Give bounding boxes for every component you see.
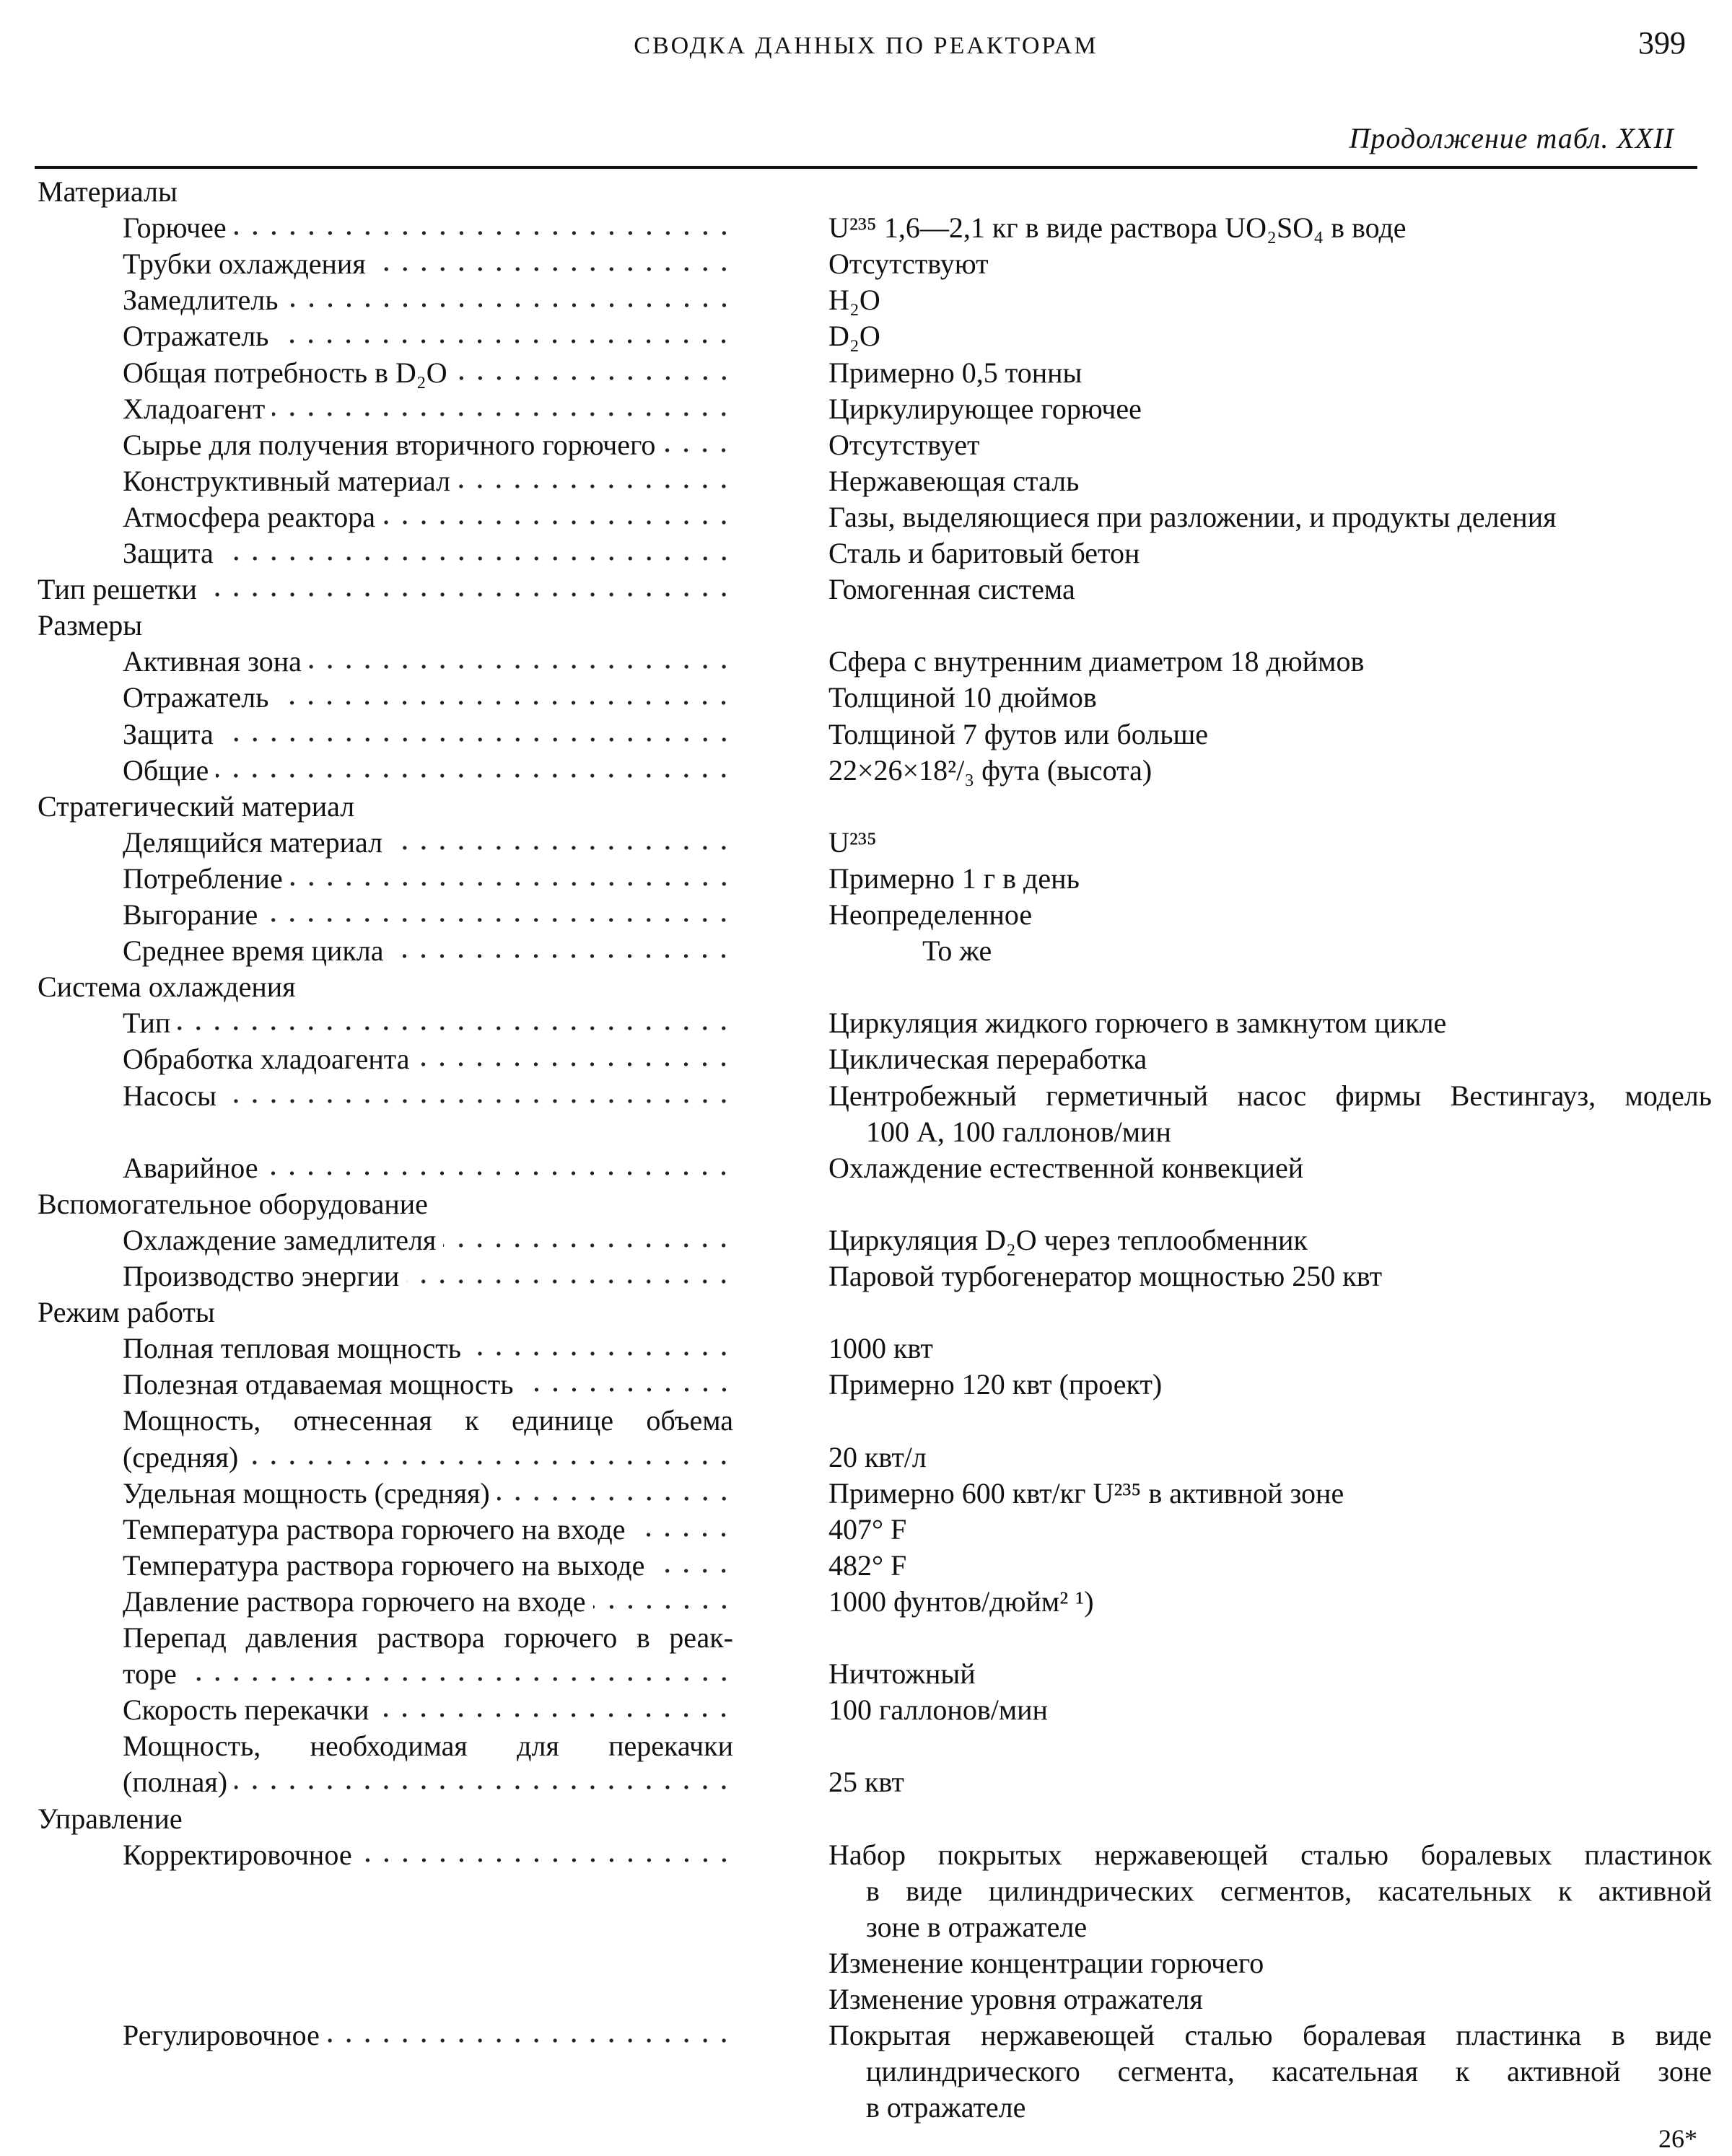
row-value: 25 квт: [828, 1766, 904, 1799]
row-label: [123, 1548, 733, 1583]
row-label-text: Регулировочное: [123, 2019, 320, 2052]
section-heading: [38, 1295, 687, 1330]
row-label-text: Мощность, отнесенная к единице объема: [123, 1404, 733, 1437]
dot-leader: [245, 1459, 733, 1466]
dot-leader: [376, 1712, 733, 1719]
row-label-text: Потребление: [123, 862, 283, 895]
row-value: 407° F: [828, 1512, 907, 1546]
row-label-text: Насосы: [123, 1079, 217, 1112]
row-label-text: Стратегический материал: [38, 789, 355, 823]
row-value: 1000 фунтов/дюйм² ¹): [828, 1585, 1094, 1618]
dot-leader: [373, 266, 733, 273]
row-value: Неопределенное: [828, 898, 1033, 931]
row-value: 100 А, 100 галлонов/мин: [866, 1115, 1171, 1148]
row-value: Покрытая нержавеющей сталью боралевая пластинка в виде: [828, 2019, 1712, 2052]
row-label: [123, 1693, 733, 1727]
row-label: [123, 1259, 733, 1294]
row-label: [123, 1765, 733, 1800]
row-label: [123, 1512, 733, 1547]
dot-leader: [178, 1025, 733, 1032]
row-value: Отсутствуют: [828, 247, 989, 281]
dot-leader: [593, 1603, 733, 1611]
dot-leader: [204, 591, 733, 598]
section-heading: [38, 970, 687, 1004]
row-label-text: Конструктивный материал: [123, 464, 451, 497]
row-label-text: Обработка хладоагента: [123, 1043, 410, 1076]
dot-leader: [276, 699, 733, 706]
row-value: 20 квт/л: [828, 1440, 927, 1473]
row-value: Охлаждение естественной конвекцией: [828, 1151, 1304, 1184]
row-value: Циркулирующее горючее: [828, 392, 1142, 425]
row-label-text: Температура раствора горючего на выходе: [123, 1548, 645, 1582]
row-label: [123, 1042, 733, 1077]
row-label: [123, 356, 733, 390]
row-value: Ничтожный: [828, 1657, 976, 1691]
row-value: U²³⁵ 1,6—2,1 кг в виде раствора UO₂SO₄ в воде: [828, 211, 1407, 245]
row-label: [123, 717, 733, 752]
row-value: Циклическая переработка: [828, 1043, 1147, 1076]
row-value: в отражателе: [866, 2091, 1026, 2124]
row-label-text: Аварийное: [123, 1151, 258, 1184]
row-label-text: Делящийся материал: [123, 825, 383, 859]
dot-leader: [235, 1784, 733, 1791]
row-label: [123, 1403, 733, 1438]
row-value: Паровой турбогенератор мощностью 250 квт: [828, 1260, 1383, 1292]
dot-leader: [521, 1386, 733, 1393]
dot-leader: [468, 1350, 733, 1357]
dot-leader: [265, 916, 733, 924]
row-value: Циркуляция жидкого горючего в замкнутом цикле: [828, 1007, 1447, 1040]
section-heading: [38, 572, 733, 607]
row-label-text: Среднее время цикла: [123, 934, 384, 968]
dot-leader: [184, 1675, 733, 1683]
row-label-text: торе: [123, 1657, 177, 1691]
row-value: Сталь и баритовый бетон: [828, 537, 1140, 569]
row-label: [123, 825, 733, 860]
row-value: Нержавеющая сталь: [828, 464, 1080, 497]
row-value: цилиндрического сегмента, касательная к активной зоне: [866, 2055, 1712, 2088]
dot-leader: [221, 555, 733, 562]
row-label-text: Управление: [38, 1802, 183, 1835]
row-label-text: Удельная мощность (средняя): [123, 1476, 490, 1509]
dot-leader: [652, 1567, 733, 1574]
row-label-text: Вспомогательное оборудование: [38, 1187, 428, 1220]
row-label: [123, 1223, 733, 1258]
row-value: Примерно 0,5 тонны: [828, 356, 1082, 389]
row-value: U²³⁵: [828, 825, 877, 859]
dot-leader: [416, 1061, 733, 1068]
row-label-text: Полезная отдаваемая мощность: [123, 1368, 514, 1401]
row-value: 22×26×18²/₃ фута (высота): [828, 753, 1153, 786]
row-label: [123, 1331, 733, 1366]
row-label: [123, 644, 733, 679]
table-continuation-caption: Продолжение табл. XXII: [1349, 122, 1674, 154]
row-value: D₂O: [828, 320, 880, 353]
row-label: [123, 464, 733, 499]
dot-leader: [455, 374, 733, 382]
row-label-text: Трубки охлаждения: [123, 247, 366, 281]
row-label-text: Горючее: [123, 211, 227, 245]
row-label-text: Хладоагент: [123, 392, 266, 425]
dot-leader: [327, 2037, 733, 2044]
table-top-rule: [35, 166, 1697, 169]
signature-mark: 26*: [1658, 2124, 1697, 2153]
section-heading: [38, 789, 687, 824]
row-label-text: Скорость перекачки: [123, 1693, 369, 1727]
row-label-text: Атмосфера реактора: [123, 500, 375, 533]
row-label: [123, 536, 733, 571]
dot-leader: [497, 1495, 733, 1502]
row-label-text: Выгорание: [123, 898, 258, 931]
row-value: Отсутствует: [828, 428, 980, 461]
row-label: [123, 680, 733, 715]
row-label-text: Размеры: [38, 609, 143, 642]
row-value: Примерно 1 г в день: [828, 862, 1080, 895]
row-label-text: (полная): [123, 1766, 228, 1799]
row-label-text: Защита: [123, 717, 214, 750]
row-label: [123, 1729, 733, 1763]
dot-leader: [221, 736, 733, 743]
row-label: [123, 1367, 733, 1402]
row-label-text: Сырье для получения вторичного горючего: [123, 428, 656, 461]
dot-leader: [286, 302, 734, 309]
row-value: 482° F: [828, 1548, 907, 1582]
row-value: Гомогенная система: [828, 573, 1075, 606]
dot-leader: [272, 411, 733, 418]
row-label-text: Защита: [123, 537, 214, 569]
row-label: [123, 898, 733, 932]
dot-leader: [406, 1278, 733, 1285]
row-label-text: Общие: [123, 753, 209, 786]
row-label-text: Охлаждение замедлителя: [123, 1223, 437, 1256]
dot-leader: [662, 447, 733, 454]
row-label: [123, 862, 733, 896]
row-label-text: Тип решетки: [38, 573, 197, 606]
row-label-text: Отражатель: [123, 681, 269, 714]
row-label-text: Общая потребность в D₂O: [123, 356, 447, 389]
row-label-text: Система охлаждения: [38, 970, 296, 1004]
row-label: [123, 319, 733, 354]
section-heading: [38, 175, 687, 209]
dot-leader: [216, 772, 733, 779]
row-label-text: Корректировочное: [123, 1838, 352, 1871]
row-value: Сфера с внутренним диаметром 18 дюймов: [828, 645, 1365, 678]
section-heading: [38, 1802, 687, 1836]
row-label: [123, 1657, 733, 1691]
row-value: Изменение уровня отражателя: [828, 1983, 1203, 2015]
row-label: [123, 1079, 733, 1113]
row-label: [123, 934, 733, 968]
row-label: [123, 1440, 733, 1475]
row-label-text: Тип: [123, 1007, 171, 1040]
section-heading: [38, 608, 687, 643]
row-label: [123, 1838, 733, 1872]
row-value: Циркуляция D₂O через теплообменник: [828, 1223, 1308, 1256]
row-label-text: Отражатель: [123, 320, 269, 353]
dot-leader: [632, 1531, 733, 1538]
row-value: Центробежный герметичный насос фирмы Вестингауз, модель: [828, 1079, 1712, 1112]
dot-leader: [290, 880, 733, 888]
row-value: H₂O: [828, 284, 880, 317]
row-label-text: Материалы: [38, 175, 178, 208]
row-label-text: (средняя): [123, 1440, 239, 1473]
row-label: [123, 428, 733, 463]
row-label: [123, 753, 733, 788]
row-value: Газы, выделяющиеся при разложении, и продукты деления: [828, 500, 1557, 533]
row-label-text: Режим работы: [38, 1296, 215, 1329]
dot-leader: [309, 663, 733, 670]
page-number: 399: [1638, 25, 1686, 61]
dot-leader: [234, 229, 733, 237]
row-label-text: Давление раствора горючего на входе: [123, 1585, 586, 1618]
row-value: Примерно 600 квт/кг U²³⁵ в активной зоне: [828, 1476, 1344, 1509]
dot-leader: [458, 483, 733, 490]
row-label-text: Мощность, необходимая для перекачки: [123, 1730, 733, 1763]
row-label: [123, 500, 733, 535]
row-label: [123, 2018, 733, 2053]
row-value: То же: [922, 934, 992, 968]
row-label: [123, 1585, 733, 1619]
dot-leader: [276, 338, 733, 345]
row-label-text: Производство энергии: [123, 1260, 400, 1292]
row-label: [123, 1621, 733, 1655]
row-label: [123, 1006, 733, 1040]
row-label-text: Полная тепловая мощность: [123, 1332, 461, 1365]
row-label-text: Перепад давления раствора горючего в реак-: [123, 1621, 733, 1654]
row-label-text: Активная зона: [123, 645, 302, 678]
row-label: [123, 1476, 733, 1511]
running-title: СВОДКА ДАННЫХ ПО РЕАКТОРАМ: [634, 32, 1098, 59]
row-value: зоне в отражателе: [866, 1910, 1088, 1943]
row-value: в виде цилиндрических сегментов, касательных к активной: [866, 1874, 1712, 1907]
row-value: 1000 квт: [828, 1332, 933, 1365]
dot-leader: [390, 952, 733, 960]
row-value: Толщиной 7 футов или больше: [828, 717, 1208, 750]
section-heading: [38, 1187, 687, 1222]
row-value: Изменение концентрации горючего: [828, 1946, 1264, 1979]
row-label: [123, 211, 733, 245]
dot-leader: [382, 519, 733, 526]
row-value: 100 галлонов/мин: [828, 1693, 1048, 1727]
row-label: [123, 1151, 733, 1186]
dot-leader: [224, 1097, 733, 1105]
dot-leader: [443, 1242, 733, 1249]
dot-leader: [265, 1170, 733, 1177]
row-label-text: Температура раствора горючего на входе: [123, 1512, 626, 1546]
dot-leader: [390, 844, 733, 851]
row-label: [123, 247, 733, 281]
row-label: [123, 283, 733, 317]
row-label: [123, 392, 733, 426]
dot-leader: [359, 1857, 733, 1864]
row-label-text: Замедлитель: [123, 284, 279, 317]
row-value: Набор покрытых нержавеющей сталью боралевых пластинок: [828, 1838, 1712, 1871]
row-value: Толщиной 10 дюймов: [828, 681, 1097, 714]
row-value: Примерно 120 квт (проект): [828, 1368, 1163, 1401]
